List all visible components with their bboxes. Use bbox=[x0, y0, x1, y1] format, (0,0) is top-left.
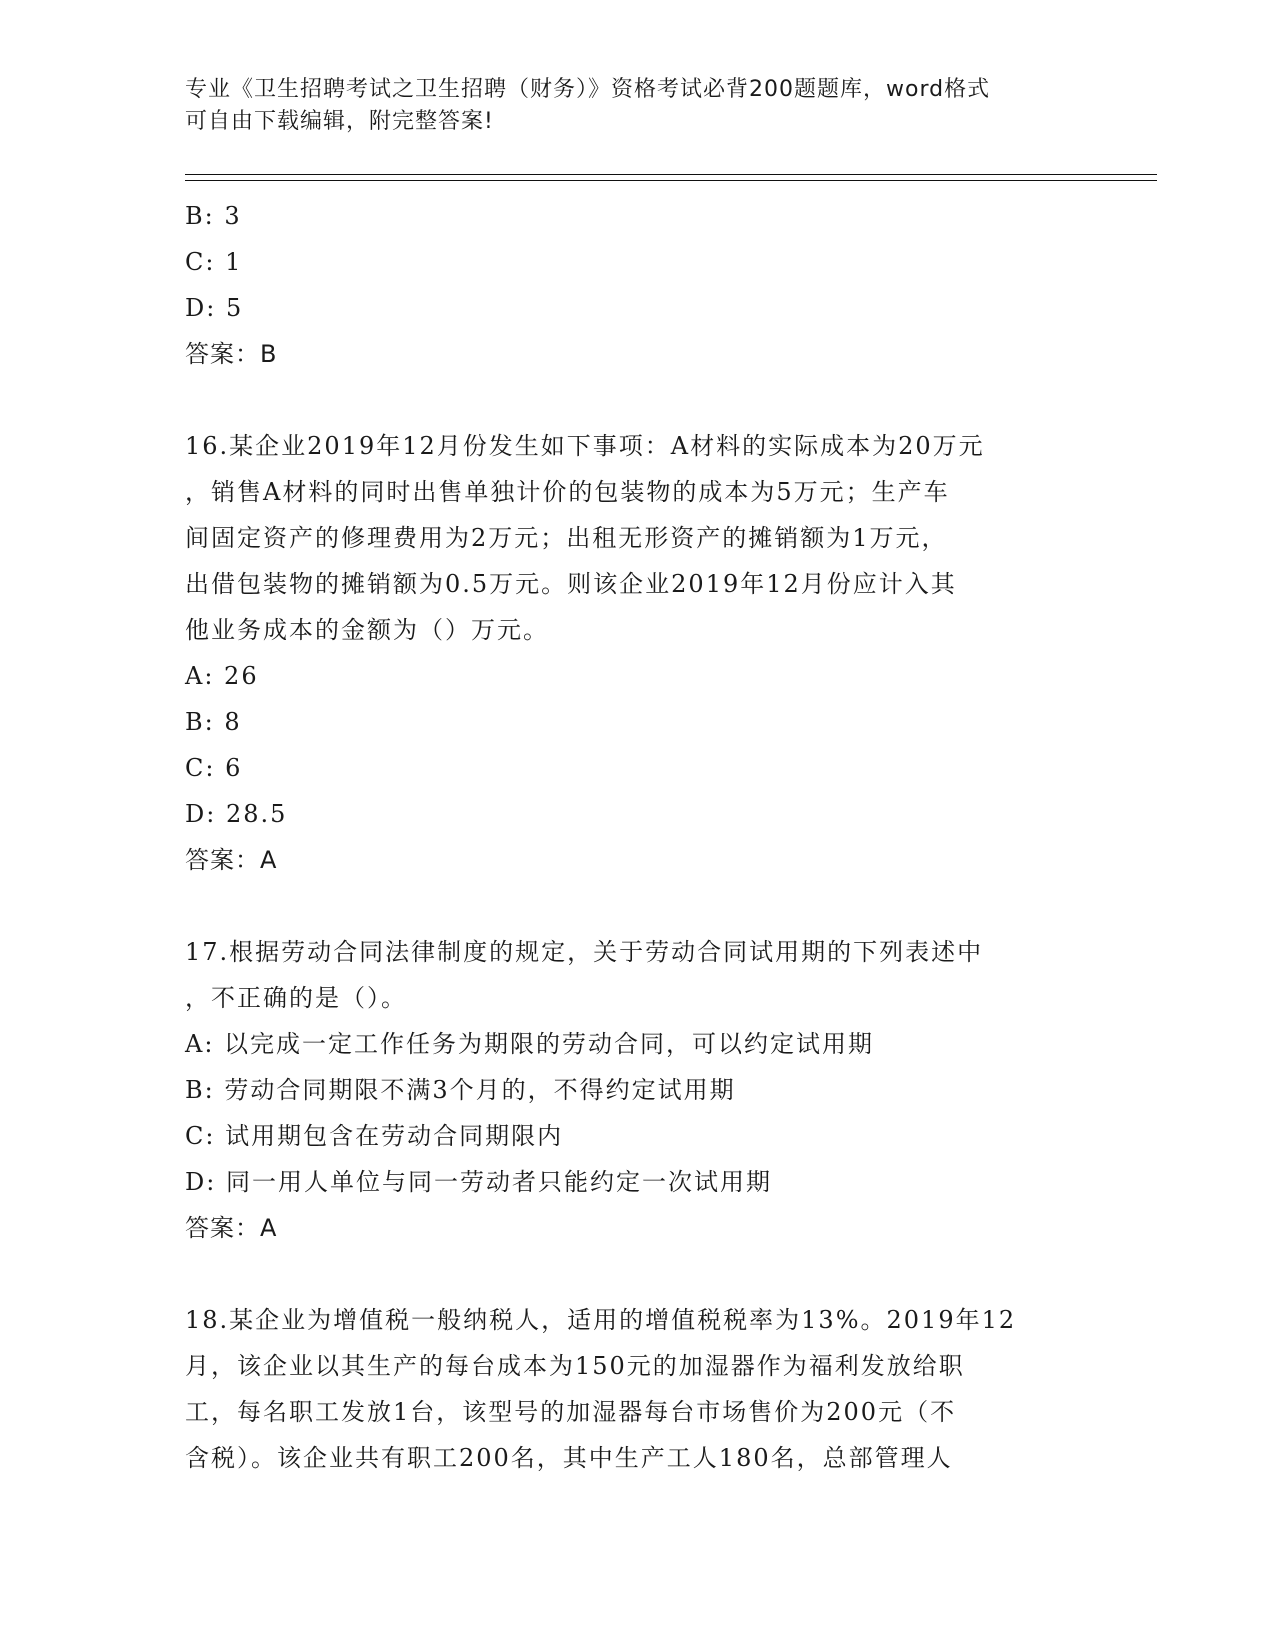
option-b: B: 3 bbox=[185, 202, 242, 230]
question-18 bbox=[185, 1297, 1105, 1481]
question-stem-line: 16.某企业2019年12月份发生如下事项：A材料的实际成本为20万元 bbox=[185, 432, 985, 460]
question-stem-line: ，销售A材料的同时出售单独计价的包装物的成本为5万元；生产车 bbox=[185, 478, 950, 506]
spacer bbox=[185, 1251, 1105, 1297]
option-c: C: 1 bbox=[185, 248, 243, 276]
answer-line: 答案：B bbox=[185, 340, 278, 368]
question-stem-line: 工，每名职工发放1台，该型号的加湿器每台市场售价为200元（不 bbox=[185, 1398, 957, 1426]
document-header bbox=[185, 74, 1065, 138]
answer-line: 答案：A bbox=[185, 846, 278, 874]
question-stem-line: 17.根据劳动合同法律制度的规定，关于劳动合同试用期的下列表述中 bbox=[185, 938, 984, 966]
question-stem-line: 月，该企业以其生产的每台成本为150元的加湿器作为福利发放给职 bbox=[185, 1352, 965, 1380]
option-c: C: 试用期包含在劳动合同期限内 bbox=[185, 1122, 564, 1150]
question-stem-line: 他业务成本的金额为（）万元。 bbox=[185, 616, 549, 644]
header-title-line-2: 可自由下载编辑，附完整答案! bbox=[185, 109, 494, 134]
option-a: A: 26 bbox=[185, 662, 259, 690]
option-a: A: 以完成一定工作任务为期限的劳动合同，可以约定试用期 bbox=[185, 1030, 875, 1058]
answer-line: 答案：A bbox=[185, 1214, 278, 1242]
option-d: D: 28.5 bbox=[185, 800, 288, 828]
option-c: C: 6 bbox=[185, 754, 243, 782]
question-content bbox=[185, 193, 1105, 1481]
option-b: B: 8 bbox=[185, 708, 242, 736]
header-divider-bottom bbox=[185, 180, 1157, 181]
spacer bbox=[185, 377, 1105, 423]
option-d: D: 同一用人单位与同一劳动者只能约定一次试用期 bbox=[185, 1168, 772, 1196]
prev-question-tail bbox=[185, 193, 1105, 377]
question-stem-line: 间固定资产的修理费用为2万元；出租无形资产的摊销额为1万元， bbox=[185, 524, 948, 552]
question-stem-line: 出借包装物的摊销额为0.5万元。则该企业2019年12月份应计入其 bbox=[185, 570, 957, 598]
question-stem-line: 含税）。该企业共有职工200名，其中生产工人180名，总部管理人 bbox=[185, 1444, 953, 1472]
question-17 bbox=[185, 929, 1105, 1251]
header-title-line-1: 专业《卫生招聘考试之卫生招聘（财务）》资格考试必背200题题库，word格式 bbox=[185, 77, 991, 102]
question-stem-line: ，不正确的是（）。 bbox=[185, 984, 407, 1012]
question-stem-line: 18.某企业为增值税一般纳税人，适用的增值税税率为13%。2019年12 bbox=[185, 1306, 1017, 1334]
question-16 bbox=[185, 423, 1105, 883]
spacer bbox=[185, 883, 1105, 929]
option-b: B: 劳动合同期限不满3个月的，不得约定试用期 bbox=[185, 1076, 736, 1104]
option-d: D: 5 bbox=[185, 294, 244, 322]
header-divider-top bbox=[185, 174, 1157, 175]
